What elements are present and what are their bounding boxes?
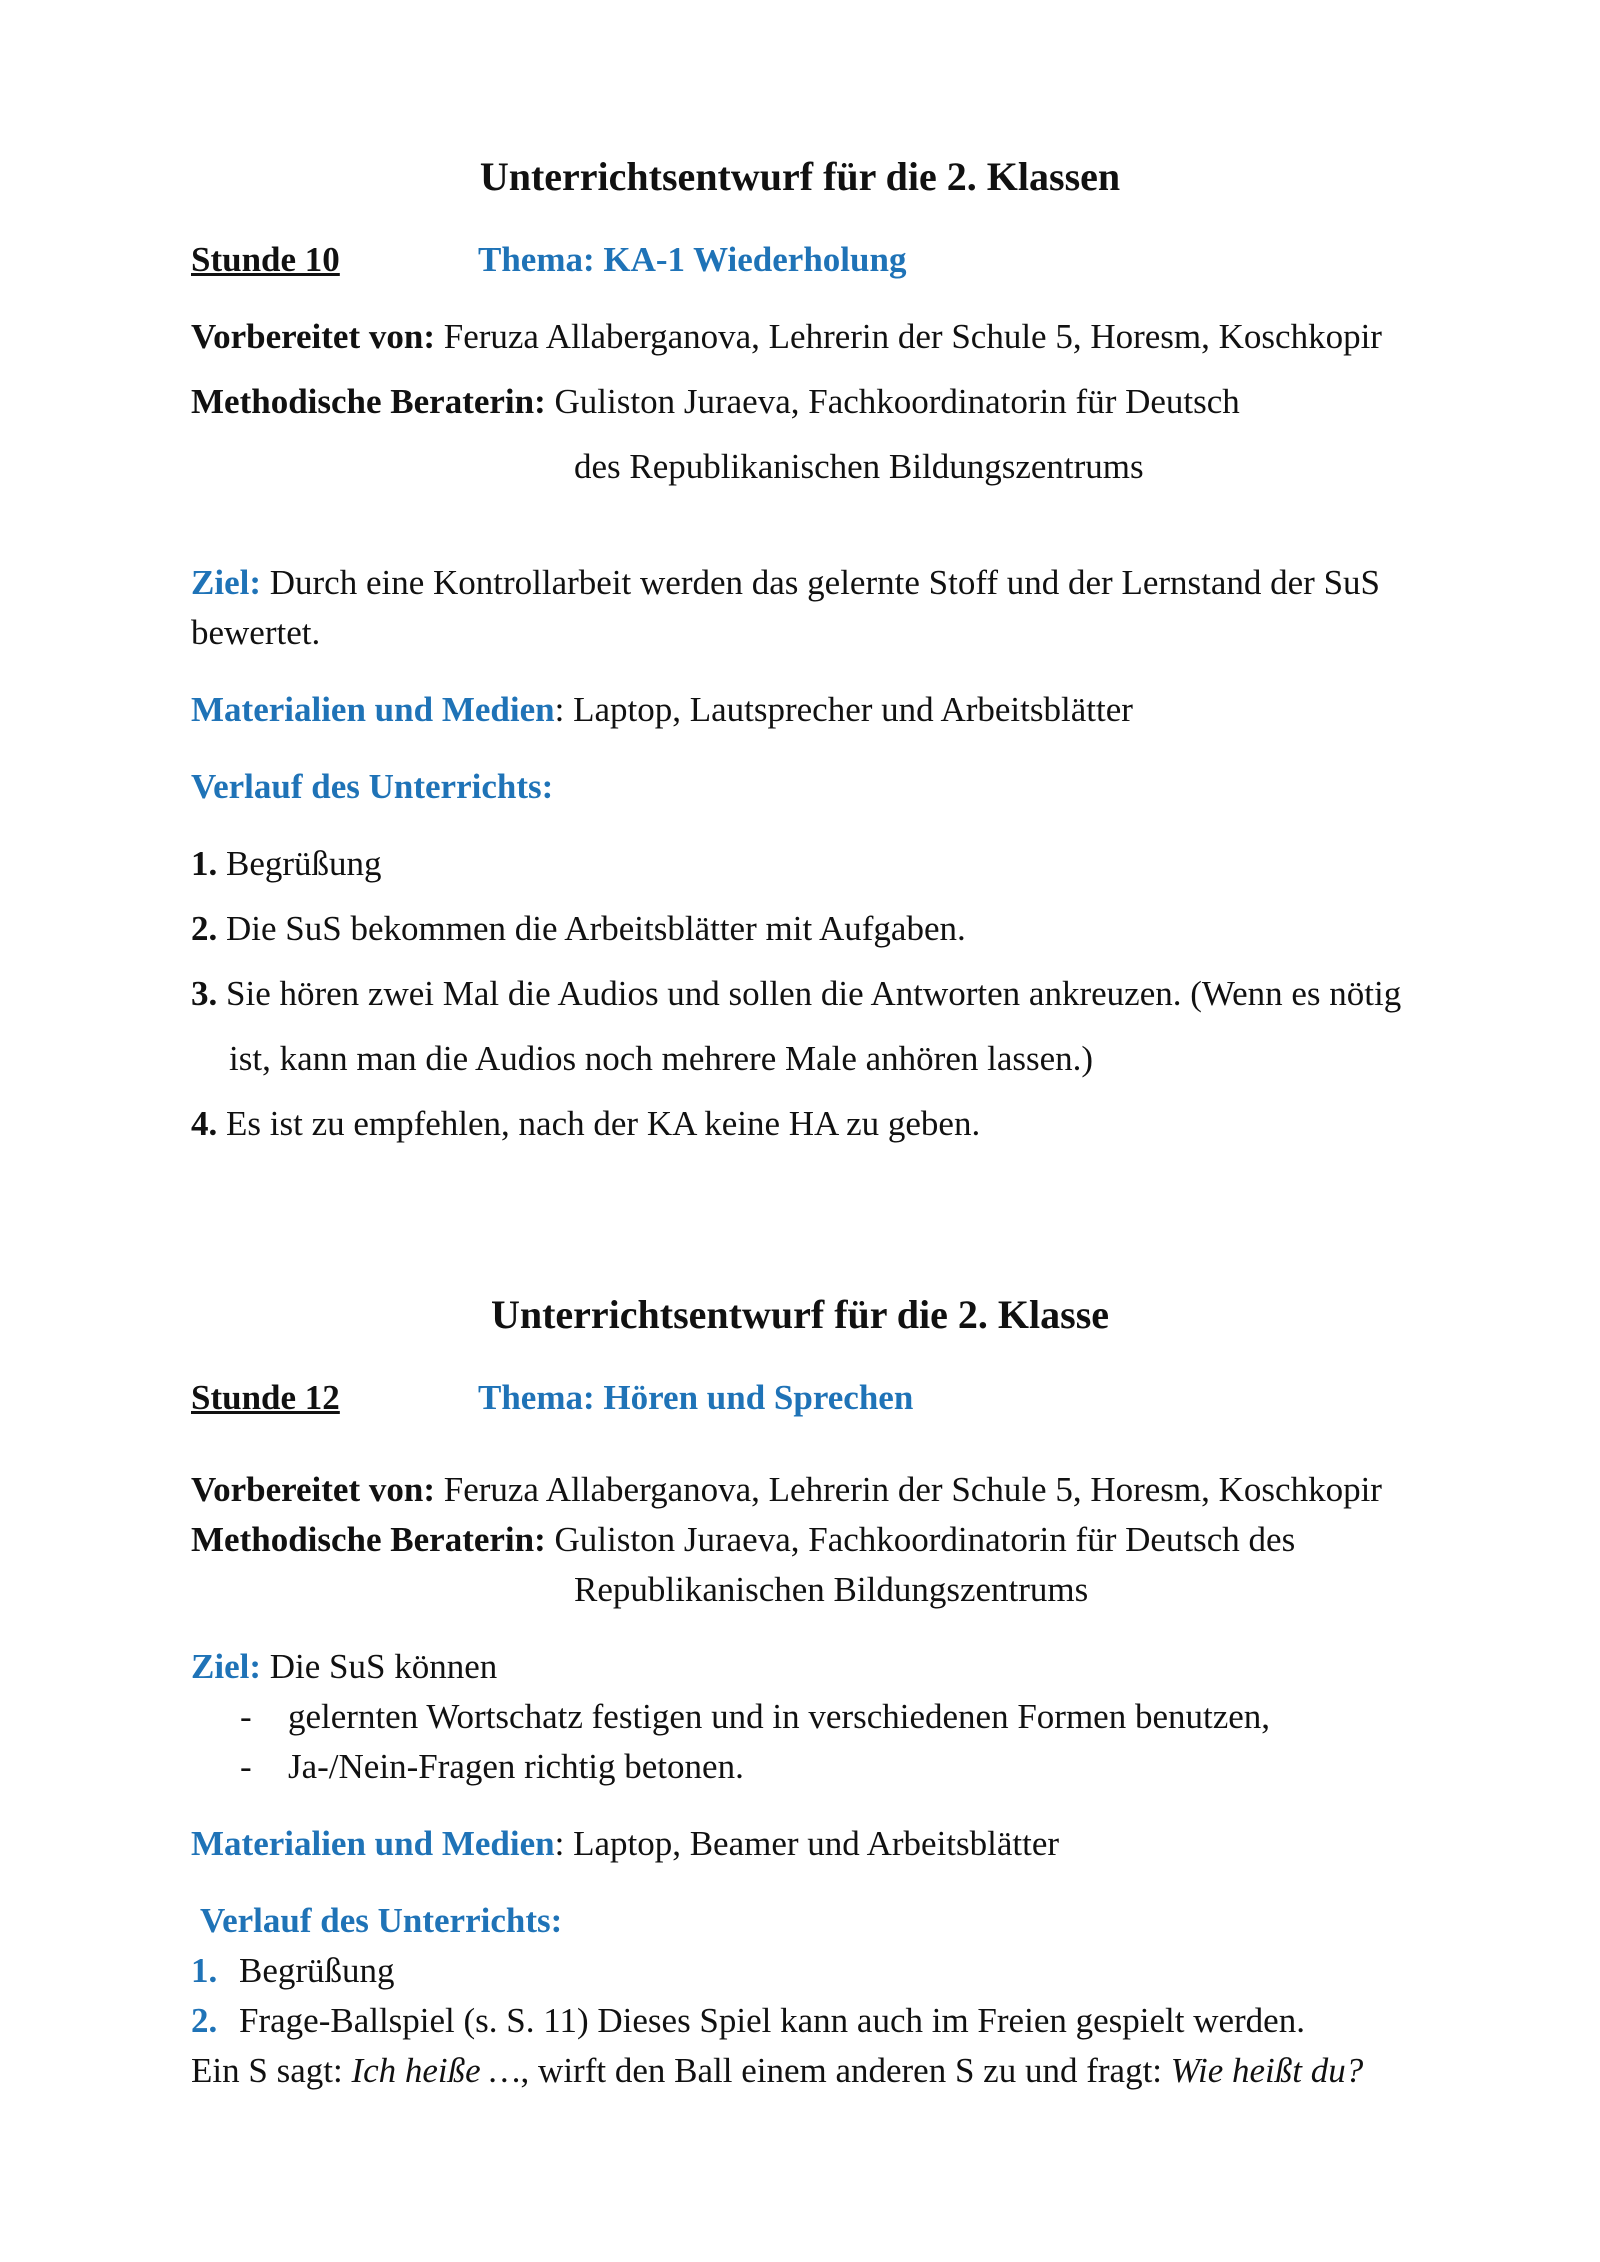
lesson2-verlauf-heading: Verlauf des Unterrichts: <box>200 1901 563 1940</box>
lesson1-step-4 <box>191 1106 980 1141</box>
materials-text: : Laptop, Lautsprecher und Arbeitsblätter <box>554 690 1133 729</box>
step-number: 4. <box>191 1104 218 1143</box>
lesson1-ziel-line <box>191 565 1380 600</box>
lesson1-step-3 <box>191 976 1401 1011</box>
lesson2-stunde: Stunde 12 <box>191 1378 340 1417</box>
lesson2-step-2 <box>191 2003 1305 2038</box>
lesson2-prepared-line <box>191 1472 1382 1507</box>
lesson1-step-2 <box>191 911 966 946</box>
ziel-text: Die SuS können <box>260 1647 498 1686</box>
lesson1-materials-line <box>191 692 1133 727</box>
lesson1-step-1 <box>191 846 382 881</box>
step-text: Die SuS bekommen die Arbeitsblätter mit Aufgaben. <box>217 909 966 948</box>
step-text: Sie hören zwei Mal die Audios und sollen die Antworten ankreuzen. (Wenn es nötig <box>217 974 1402 1013</box>
lesson2-example-line <box>191 2053 1363 2088</box>
lesson2-ziel-bullet-2-marker: - <box>240 1747 252 1786</box>
step-number: 1. <box>191 844 218 883</box>
lesson2-ziel-bullet-1: gelernten Wortschatz festigen und in verschiedenen Formen benutzen, <box>288 1697 1271 1736</box>
prepared-text: Feruza Allaberganova, Lehrerin der Schule 5, Horesm, Koschkopir <box>434 317 1382 356</box>
example-text-b: , wirft den Ball einem anderen S zu und fragt: <box>520 2051 1171 2090</box>
example-text-a: Ein S sagt: <box>191 2051 352 2090</box>
lesson2-ziel-bullet-1-marker: - <box>240 1697 252 1736</box>
prepared-label: Vorbereitet von: <box>191 317 435 356</box>
step-text: Es ist zu empfehlen, nach der KA keine HA zu geben. <box>217 1104 981 1143</box>
ziel-label: Ziel: <box>191 563 261 602</box>
materials-label: Materialien und Medien <box>191 690 555 729</box>
example-phrase-1: Ich heiße … <box>351 2051 521 2090</box>
lesson1-thema: Thema: KA-1 Wiederholung <box>478 240 907 279</box>
lesson2-advisor-line <box>191 1522 1295 1557</box>
materials-text: : Laptop, Beamer und Arbeitsblätter <box>554 1824 1060 1863</box>
advisor-label: Methodische Beraterin: <box>191 1520 546 1559</box>
lesson1-advisor-line <box>191 384 1240 419</box>
step-number: 1. <box>191 1951 218 1990</box>
advisor-label: Methodische Beraterin: <box>191 382 546 421</box>
step-number: 2. <box>191 2001 218 2040</box>
lesson1-ziel-continuation: bewertet. <box>191 613 321 652</box>
advisor-text: Guliston Juraeva, Fachkoordinatorin für Deutsch des <box>545 1520 1296 1559</box>
lesson1-advisor-continuation: des Republikanischen Bildungszentrums <box>574 447 1144 486</box>
lesson2-thema: Thema: Hören und Sprechen <box>478 1378 914 1417</box>
ziel-text: Durch eine Kontrollarbeit werden das gelernte Stoff und der Lernstand der SuS <box>260 563 1381 602</box>
prepared-label: Vorbereitet von: <box>191 1470 435 1509</box>
lesson2-advisor-continuation: Republikanischen Bildungszentrums <box>574 1570 1089 1609</box>
lesson1-verlauf-heading: Verlauf des Unterrichts: <box>191 767 554 806</box>
step-number: 2. <box>191 909 218 948</box>
step-text: Frage-Ballspiel (s. S. 11) Dieses Spiel kann auch im Freien gespielt werden. <box>239 2001 1305 2040</box>
lesson2-step-1 <box>191 1953 395 1988</box>
lesson1-step-3-continuation: ist, kann man die Audios noch mehrere Male anhören lassen.) <box>229 1039 1094 1078</box>
lesson1-title: Unterrichtsentwurf für die 2. Klassen <box>479 154 1121 199</box>
lesson1-prepared-line <box>191 319 1382 354</box>
lesson2-materials-line <box>191 1826 1059 1861</box>
example-phrase-2: Wie heißt du? <box>1170 2051 1364 2090</box>
lesson2-ziel-bullet-2: Ja-/Nein-Fragen richtig betonen. <box>288 1747 744 1786</box>
prepared-text: Feruza Allaberganova, Lehrerin der Schule 5, Horesm, Koschkopir <box>434 1470 1382 1509</box>
ziel-label: Ziel: <box>191 1647 261 1686</box>
lesson2-title: Unterrichtsentwurf für die 2. Klasse <box>490 1292 1110 1337</box>
advisor-text: Guliston Juraeva, Fachkoordinatorin für Deutsch <box>545 382 1240 421</box>
step-text: Begrüßung <box>217 844 382 883</box>
lesson2-ziel-line <box>191 1649 497 1684</box>
step-number: 3. <box>191 974 218 1013</box>
step-text: Begrüßung <box>239 1951 395 1990</box>
materials-label: Materialien und Medien <box>191 1824 555 1863</box>
lesson1-stunde: Stunde 10 <box>191 240 340 279</box>
